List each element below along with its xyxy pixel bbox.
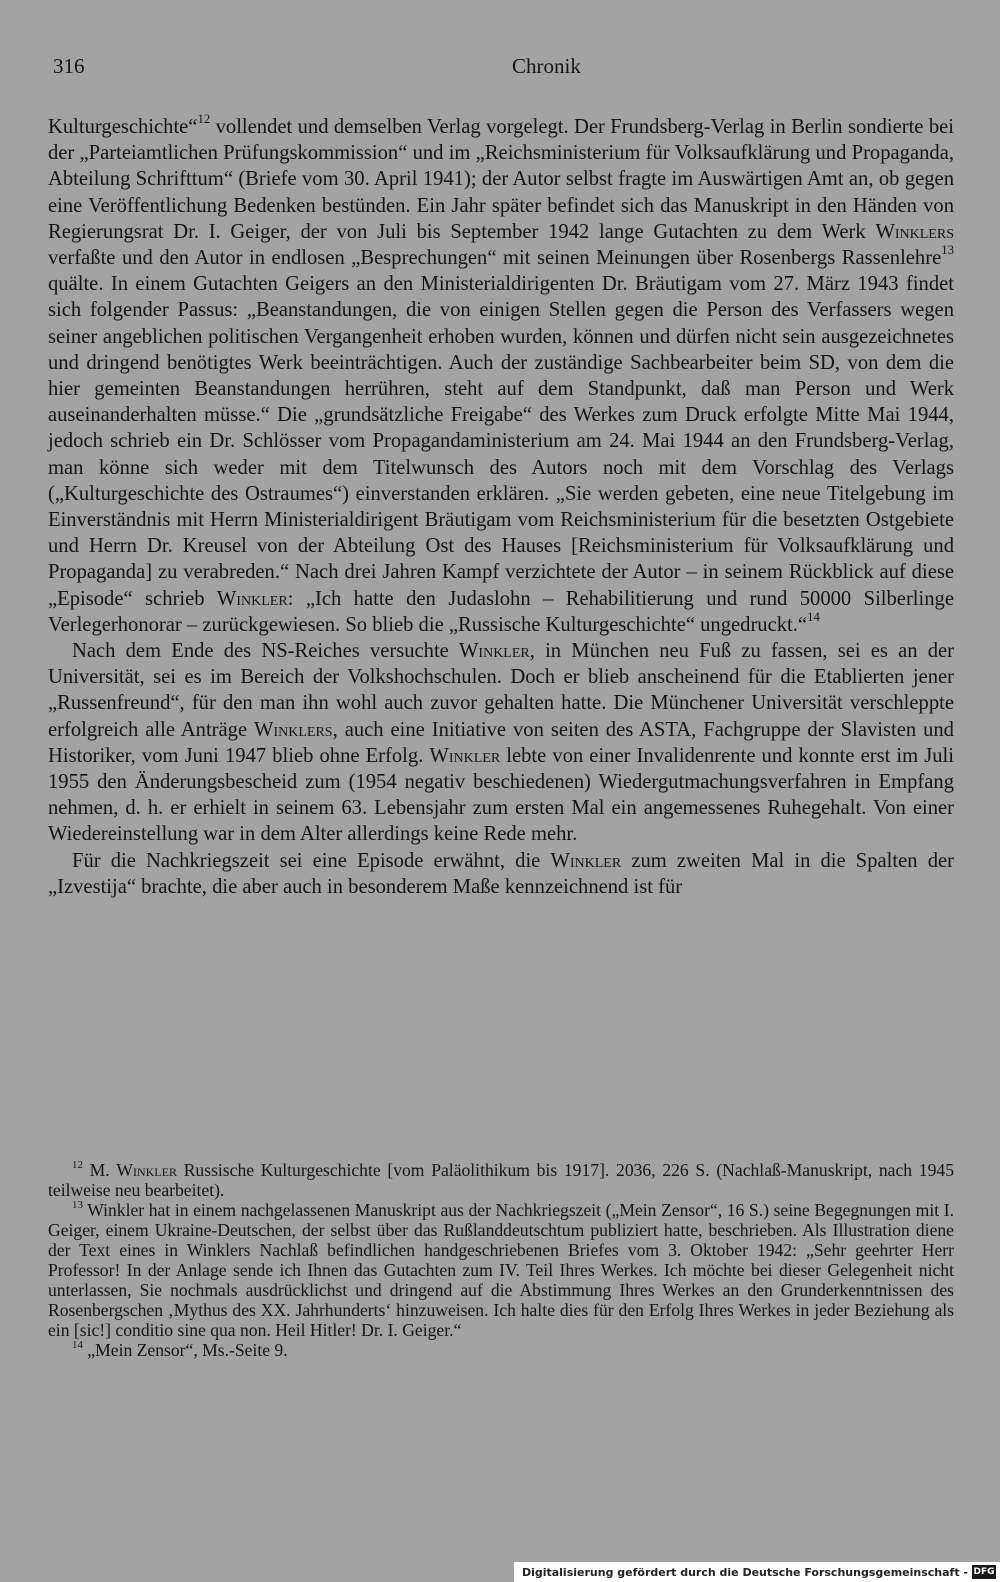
footnote-12 [48, 1160, 954, 1200]
dfg-logo-icon: DFG [973, 1567, 995, 1577]
paragraph-3 [48, 848, 954, 900]
text-run: lebte von einer Invalidenrente und konnte erst im Juli 1955 den Änderungsbescheid zum (1954 negativ beschiedenen) Wiedergutmachungsverfahren in Empfang nehmen, d. h. er erhielt in seinem 63. Lebensjahr zum ersten Mal ein angemessenes Ruhegehalt. Von einer Wiedereinstellung war in dem Alter allerdings keine Rede mehr. [48, 744, 954, 846]
running-head [48, 54, 960, 84]
paragraph-2 [48, 638, 954, 848]
text-run: M. [82, 1160, 117, 1180]
author-name: Winkler [550, 849, 622, 872]
text-run: zum zweiten Mal in die Spalten der „Izvestija“ brachte, die aber auch in besonderem Maße kennzeichnend ist für [48, 849, 954, 898]
author-name: Winkler [216, 587, 288, 610]
footnote-number: 12 [72, 1158, 83, 1171]
text-run: , in München neu Fuß zu fassen, sei es an der Universität, sei es im Bereich der Volkshochschulen. Doch er blieb anscheinend für die Etablierten jener „Russenfreund“, für den man ihn wohl auch zuvor gehalten hatte. Die Münchener Universität verschleppte erfolgreich alle Anträge [48, 640, 955, 741]
text-run: verfaßte und den Autor in endlosen „Besprechungen“ mit seinen Meinungen über Rosenbergs Rassenlehre [48, 247, 942, 270]
text-run: „Mein Zensor“, Ms.-Seite 9. [82, 1340, 288, 1360]
main-text [48, 114, 954, 900]
text-run: Russische Kulturgeschichte [vom Paläolithikum bis 1917]. 2036, 226 S. (Nachlaß-Manuskript, nach 1945 teilweise neu bearbeitet). [48, 1160, 954, 1200]
footnote-number: 14 [72, 1338, 83, 1351]
text-run: Winkler hat in einem nachgelassenen Manuskript aus der Nachkriegszeit („Mein Zensor“, 16 S.) seine Begegnungen mit I. Geiger, einem Ukraine-Deutschen, der selbst über das Rußlanddeutschtum publiziert hatte, beschrieben. Als Illustration diene der Text eines in Winklers Nachlaß befindlichen handgeschriebenen Briefes vom 3. Oktober 1942: „Sehr geehrter Herr Professor! In der Anlage sende ich Ihnen das Gutachten zum IV. Teil Ihres Werkes. Ich möchte bei dieser Gelegenheit nicht unterlassen, Sie nochmals ausdrücklichst und dringend auf die Abstimmung Ihres Werkes an den Grunderkenntnissen des Rosenbergschen ‚Mythus des XX. Jahrhunderts‘ hinzuweisen. Ich halte dies für den Erfolg Ihres Werkes in jeder Beziehung als ein [sic!] conditio sine qua non. Heil Hitler! Dr. I. Geiger.“ [48, 1200, 954, 1340]
paragraph-1 [48, 114, 954, 638]
footnote-ref-12: 12 [197, 112, 211, 127]
author-name: Winkler [429, 744, 501, 767]
footnote-ref-13: 13 [941, 243, 954, 258]
funding-note: Digitalisierung gefördert durch die Deutsche Forschungsgemeinschaft - [521, 1565, 968, 1579]
text-run: : „Ich hatte den Judaslohn – Rehabilitierung und rund 50000 Silberlinge Verlegerhonorar – zurückgewiesen. So blieb die „Russische Kulturgeschichte“ ungedruckt.“ [48, 587, 954, 636]
text-run: , auch eine Initiative von seiten des ASTA, Fachgruppe der Slavisten und Historiker, vom Juni 1947 blieb ohne Erfolg. [48, 718, 954, 767]
dfg-funding-banner [514, 1562, 1000, 1582]
text-run: quälte. In einem Gutachten Geigers an den Ministerialdirigenten Dr. Bräutigam vom 27. März 1943 findet sich folgender Passus: „Beanstandungen, die von einigen Stellen gegen die Person des Verfassers wegen seiner angeblichen politischen Vergangenheit erhoben wurden, können und dürfen nicht sein ausgezeichnetes und dringend benötigtes Werk beeinträchtigen. Auch der zuständige Sachbearbeiter beim SD, von dem die hier gemeinten Beanstandungen herrühren, steht auf dem Standpunkt, daß man Person und Werk auseinanderhalten müsse.“ Die „grundsätzliche Freigabe“ des Werkes zum Druck erfolgte Mitte Mai 1944, jedoch schrieb ein Dr. Schlösser vom Propagandaministerium am 24. Mai 1944 an den Frundsberg-Verlag, man könne sich weder mit dem Titelwunsch des Autors noch mit dem Vorschlag des Verlags („Kulturgeschichte des Ostraumes“) einverstanden erklären. „Sie werden gebeten, eine neue Titelgebung im Einverständnis mit Herrn Ministerialdirigent Bräutigam vom Reichsministerium für die besetzten Ostgebiete und Herrn Dr. Kreusel von der Abteilung Ost des Hauses [Reichsministerium für Volksaufklärung und Propaganda] zu verabreden.“ Nach drei Jahren Kampf verzichtete der Autor – in seinem Rückblick auf diese „Episode“ schrieb [48, 273, 954, 610]
text-run: vollendet und demselben Verlag vorgelegt. Der Frundsberg-Verlag in Berlin sondierte bei der „Parteiamtlichen Prüfungskommission“ und im „Reichsministerium für Volksaufklärung und Propaganda, Abteilung Schrifttum“ (Briefe vom 30. April 1941); der Autor selbst fragte im Auswärtigen Amt an, ob gegen eine Veröffentlichung Bedenken bestünden. Ein Jahr später befindet sich das Manuskript in den Händen von Regierungsrat Dr. I. Geiger, der von Juli bis September 1942 lange Gutachten zu dem Werk [48, 116, 954, 243]
footnotes [48, 1160, 954, 1360]
text-run: Kulturgeschichte“ [48, 116, 198, 138]
footnote-number: 13 [72, 1198, 83, 1211]
footnote-ref-14: 14 [807, 610, 820, 625]
running-title: Chronik [512, 54, 581, 78]
author-name: Winkler [458, 640, 530, 663]
footnote-14 [48, 1340, 954, 1360]
author-name: Winklers [875, 220, 954, 243]
author-name: Winklers [254, 718, 333, 741]
text-run: Nach dem Ende des NS-Reiches versuchte [72, 640, 459, 663]
page-number: 316 [53, 54, 85, 78]
text-run: Für die Nachkriegszeit sei eine Episode erwähnt, die [72, 849, 551, 872]
author-name: Winkler [116, 1160, 177, 1180]
footnote-13 [48, 1200, 954, 1340]
